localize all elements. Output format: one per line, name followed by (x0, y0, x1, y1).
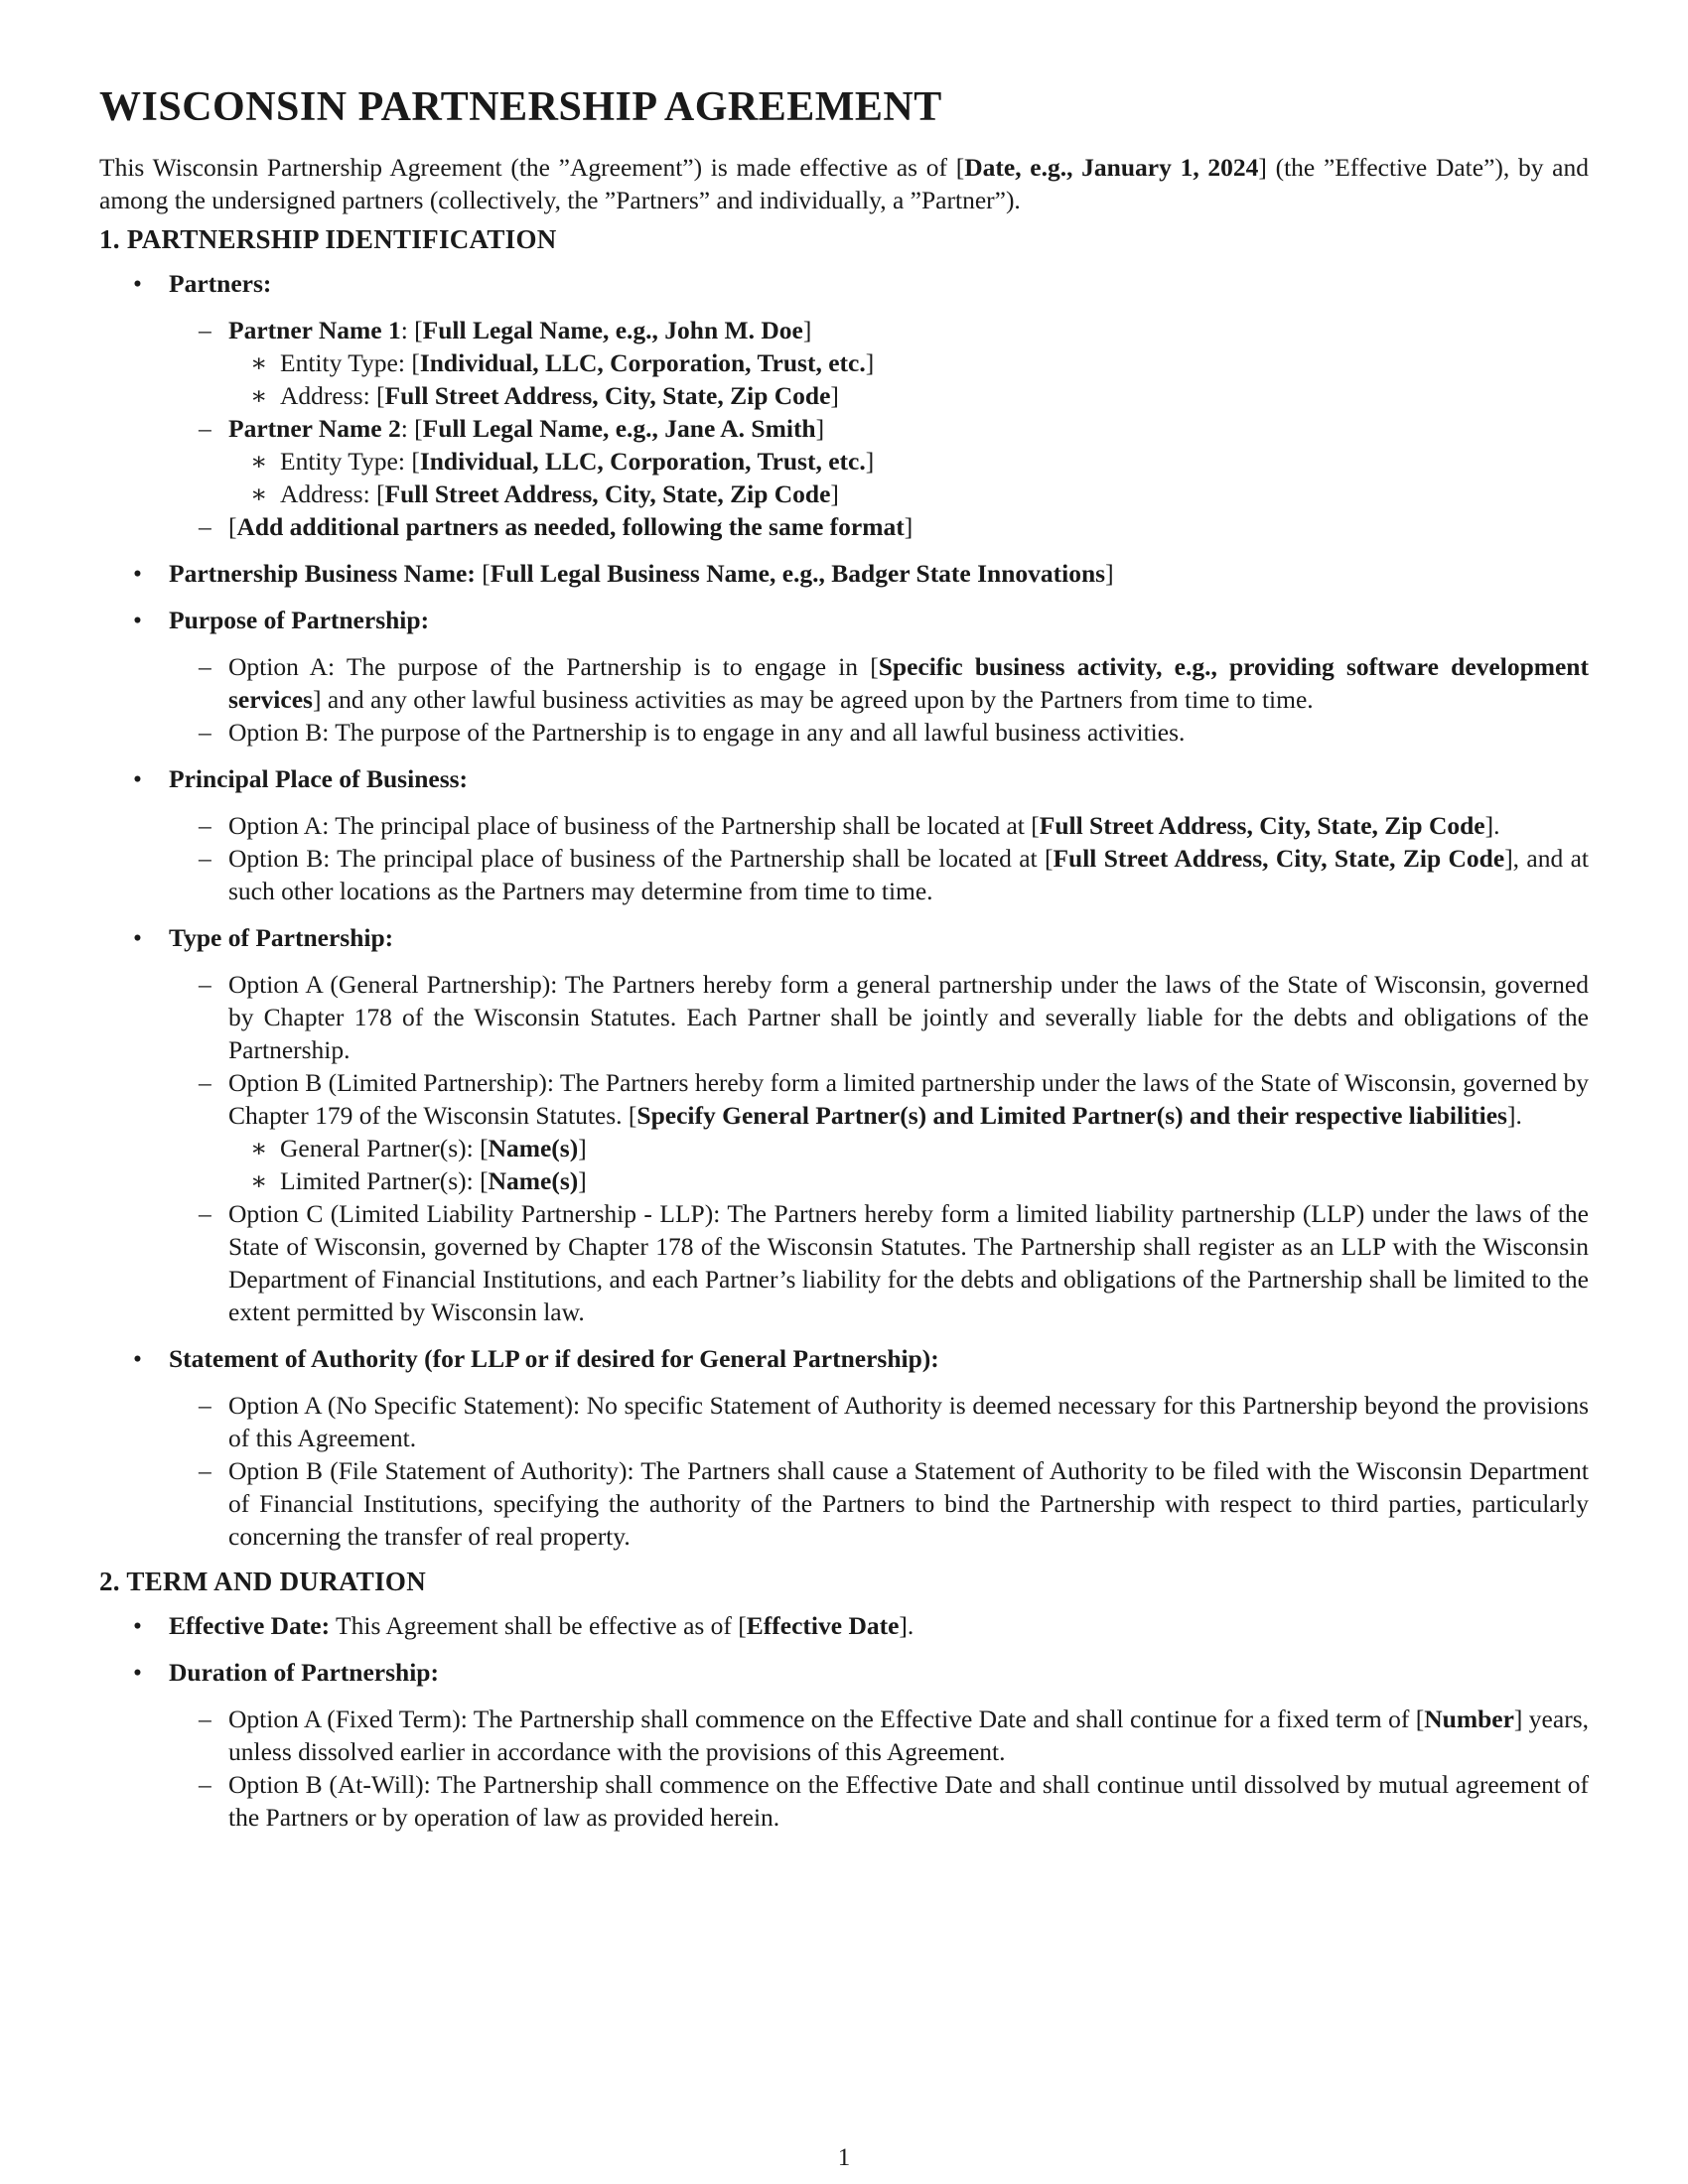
dash-icon: – (199, 1456, 211, 1485)
dash-icon: – (199, 718, 211, 747)
asterisk-icon: ∗ (250, 381, 268, 410)
type-option-a: – Option A (General Partnership): The Partners hereby form a general partnership under the laws of the State of Wisconsin, governed by Chapter 178 of the Wisconsin Statutes. Each Partner shall be jointly and severally liable for the debts and obligations of the Partnership. (199, 970, 1589, 1064)
bullet-icon: • (133, 923, 142, 952)
type-option-b: – Option B (Limited Partnership): The Partners hereby form a limited partnership under the laws of the State of Wisconsin, governed by Chapter 179 of the Wisconsin Statutes. [Specify General Partner(s) and Limited Partner(s) and their respective liabilities]. ∗ General Partner(s): [Name(s)] ∗ Limited Partner(s): [Name(s)] (199, 1068, 1589, 1195)
authority-option-a: – Option A (No Specific Statement): No specific Statement of Authority is deemed necessary for this Partnership beyond the provisions of this Agreement. (199, 1391, 1589, 1452)
add-partners-note: – [Add additional partners as needed, following the same format] (199, 512, 914, 541)
list-item-business-name: • Partnership Business Name: [Full Legal Business Name, e.g., Badger State Innovations] (133, 559, 1114, 588)
dash-icon: – (199, 811, 211, 840)
asterisk-icon: ∗ (250, 447, 268, 476)
list-item-place-of-business: • Principal Place of Business: – Option A: The principal place of business of the Partnership shall be located at [Full Street Address, City, State, Zip Code]. – Option B: The principal place of business of the Partnership shall be located at [Full Street Address, City, State, Zip Code], and at such other locations as the Partners may determine from time to time. (133, 764, 1589, 905)
purpose-option-b: – Option B: The purpose of the Partnership is to engage in any and all lawful business activities. (199, 718, 1186, 747)
partner-1-entity-type: ∗ Entity Type: [Individual, LLC, Corporation, Trust, etc.] (250, 348, 875, 377)
asterisk-icon: ∗ (250, 479, 268, 508)
general-partners: ∗ General Partner(s): [Name(s)] (250, 1134, 587, 1162)
page-number: 1 (837, 2144, 851, 2171)
dash-icon: – (199, 1391, 211, 1420)
section-heading-2: 2. TERM AND DURATION (99, 1567, 427, 1596)
dash-icon: – (199, 1770, 211, 1799)
bullet-icon: • (133, 764, 142, 793)
dash-icon: – (199, 1199, 211, 1228)
dash-icon: – (199, 1068, 211, 1097)
dash-icon: – (199, 316, 211, 344)
partner-1-address: ∗ Address: [Full Street Address, City, State, Zip Code] (250, 381, 839, 410)
place-option-a: – Option A: The principal place of business of the Partnership shall be located at [Full Street Address, City, State, Zip Code]. (199, 811, 1500, 840)
list-item-purpose: • Purpose of Partnership: – Option A: The purpose of the Partnership is to engage in [Specific business activity, e.g., providing software development services] and any other lawful business activities as may be agreed upon by the Partners from time to time. – Option B: The purpose of the Partnership is to engage in any and all lawful business activities. (133, 606, 1589, 747)
bullet-icon: • (133, 269, 142, 298)
document-page (99, 83, 1589, 1847)
type-option-c: – Option C (Limited Liability Partnership - LLP): The Partners hereby form a limited liability partnership (LLP) under the laws of the State of Wisconsin, governed by Chapter 178 of the Wisconsin Statutes. The Partnership shall register as an LLP with the Wisconsin Department of Financial Institutions, and each Partner’s liability for the debts and obligations of the Partnership shall be limited to the extent permitted by Wisconsin law. (199, 1199, 1589, 1326)
asterisk-icon: ∗ (250, 348, 268, 377)
bullet-icon: • (133, 1611, 142, 1640)
place-option-b: – Option B: The principal place of business of the Partnership shall be located at [Full Street Address, City, State, Zip Code], and at such other locations as the Partners may determine from time to time. (199, 844, 1589, 905)
intro-paragraph: This Wisconsin Partnership Agreement (the ”Agreement”) is made effective as of [Date, e.g., January 1, 2024] (the ”Effective Date”), by and among the undersigned partners (collectively, the ”Partners” and individually, a ”Partner”). (99, 153, 1589, 214)
dash-icon: – (199, 652, 211, 681)
list-item-duration: • Duration of Partnership: – Option A (Fixed Term): The Partnership shall commence on the Effective Date and shall continue for a fixed term of [Number] years, unless dissolved earlier in accordance with the provisions of this Agreement. – Option B (At-Will): The Partnership shall commence on the Effective Date and shall continue until dissolved by mutual agreement of the Partners or by operation of law as provided herein. (133, 1658, 1589, 1832)
bullet-icon: • (133, 606, 142, 634)
bullet-icon: • (133, 559, 142, 588)
asterisk-icon: ∗ (250, 1134, 268, 1162)
asterisk-icon: ∗ (250, 1166, 268, 1195)
dash-icon: – (199, 1705, 211, 1733)
dash-icon: – (199, 844, 211, 873)
section-2-list (99, 1609, 1589, 1834)
partner-1: – Partner Name 1: [Full Legal Name, e.g., John M. Doe] ∗ Entity Type: [Individual, LLC, Corporation, Trust, etc.] ∗ Address: [Full Street Address, City, State, Zip Code] (199, 314, 1589, 412)
effective-date-placeholder: Date, e.g., January 1, 2024 (964, 153, 1259, 182)
list-item-effective-date: • Effective Date: This Agreement shall be effective as of [Effective Date]. (133, 1611, 914, 1640)
document-title: WISCONSIN PARTNERSHIP AGREEMENT (99, 84, 942, 130)
partner-2-entity-type: ∗ Entity Type: [Individual, LLC, Corporation, Trust, etc.] (250, 447, 875, 476)
purpose-option-a: – Option A: The purpose of the Partnership is to engage in [Specific business activity, e.g., providing software development services] and any other lawful business activities as may be agreed upon by the Partners from time to time. (199, 652, 1589, 714)
bullet-icon: • (133, 1658, 142, 1687)
list-item-partners: • Partners: – Partner Name 1: [Full Legal Name, e.g., John M. Doe] ∗ Entity Type: [Individual, LLC, Corporation, Trust, etc.] ∗ Address: [Full Street Address, City, State, Zip Code] – Partner Name 2: [Full Legal Name, e.g., Jane A. Smith] ∗ Entity Type: [Individual, LLC, Corporation, Trust, etc.] ∗ Address: [Full Street Address, City, State, Zip Code] – [Add additional partners as needed, following the same format] (129, 267, 1589, 543)
section-1-list (99, 267, 1589, 1553)
limited-partners: ∗ Limited Partner(s): [Name(s)] (250, 1166, 587, 1195)
partner-2-address: ∗ Address: [Full Street Address, City, State, Zip Code] (250, 479, 839, 508)
dash-icon: – (199, 512, 211, 541)
list-item-partnership-type: • Type of Partnership: – Option A (General Partnership): The Partners hereby form a general partnership under the laws of the State of Wisconsin, governed by Chapter 178 of the Wisconsin Statutes. Each Partner shall be jointly and severally liable for the debts and obligations of the Partnership. – Option B (Limited Partnership): The Partners hereby form a limited partnership under the laws of the State of Wisconsin, governed by Chapter 179 of the Wisconsin Statutes. [Specify General Partner(s) and Limited Partner(s) and their respective liabilities]. ∗ General Partner(s): [Name(s)] ∗ Limited Partner(s): [Name(s)] – Option C (Limited Liability Partnership - LLP): The Partners hereby form a limited liability partnership (LLP) under the laws of the State of Wisconsin, governed by Chapter 178 of the Wisconsin Statutes. The Partnership shall register as an LLP with the Wisconsin Department of Financial Institutions, and each Partner’s liability for the debts and obligations of the Partnership shall be limited to the extent permitted by Wisconsin law. (133, 923, 1589, 1326)
authority-option-b: – Option B (File Statement of Authority): The Partners shall cause a Statement of Authority to be filed with the Wisconsin Department of Financial Institutions, specifying the authority of the Partners to bind the Partnership with respect to third parties, particularly concerning the transfer of real property. (199, 1456, 1589, 1551)
section-heading-1: 1. PARTNERSHIP IDENTIFICATION (99, 224, 557, 254)
duration-option-a: – Option A (Fixed Term): The Partnership shall commence on the Effective Date and shall continue for a fixed term of [Number] years, unless dissolved earlier in accordance with the provisions of this Agreement. (199, 1705, 1589, 1766)
duration-option-b: – Option B (At-Will): The Partnership shall commence on the Effective Date and shall continue until dissolved by mutual agreement of the Partners or by operation of law as provided herein. (199, 1770, 1589, 1832)
list-item-statement-of-authority: • Statement of Authority (for LLP or if desired for General Partnership): – Option A (No Specific Statement): No specific Statement of Authority is deemed necessary for this Partnership beyond the provisions of this Agreement. – Option B (File Statement of Authority): The Partners shall cause a Statement of Authority to be filed with the Wisconsin Department of Financial Institutions, specifying the authority of the Partners to bind the Partnership with respect to third parties, particularly concerning the transfer of real property. (133, 1344, 1589, 1551)
bullet-icon: • (133, 1344, 142, 1373)
partner-2: – Partner Name 2: [Full Legal Name, e.g., Jane A. Smith] ∗ Entity Type: [Individual, LLC, Corporation, Trust, etc.] ∗ Address: [Full Street Address, City, State, Zip Code] (199, 412, 1589, 510)
dash-icon: – (199, 414, 211, 443)
dash-icon: – (199, 970, 211, 999)
